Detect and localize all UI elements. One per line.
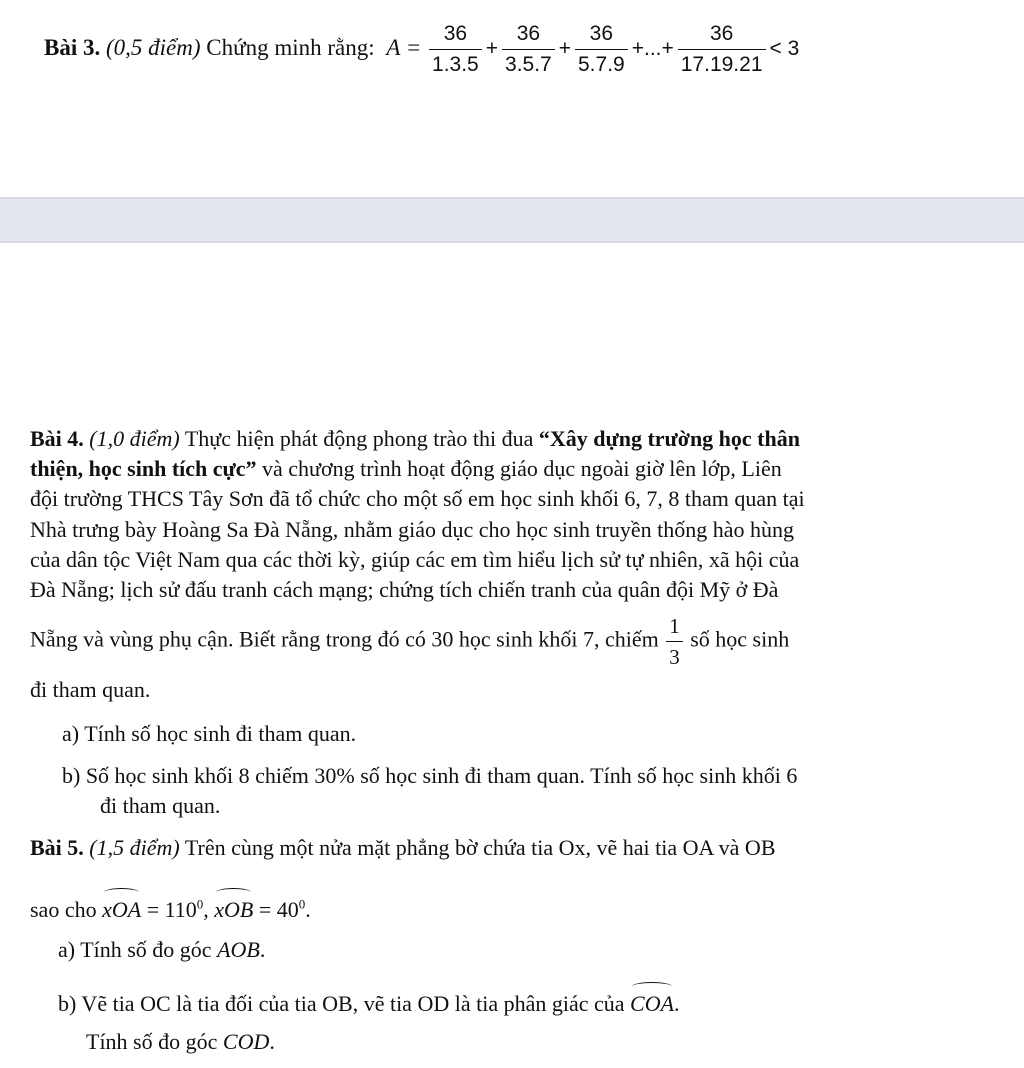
bai5-part-b-cont: Tính số đo góc COD.	[86, 1029, 275, 1054]
angle-aob: AOB	[217, 937, 260, 962]
bai4-line-5: của dân tộc Việt Nam qua các thời kỳ, giúp các em tìm hiểu lịch sử tự nhiên, xã hội của	[30, 547, 800, 572]
bai3-fraction-1: $\frac{36}{1.3.5}$	[429, 22, 482, 77]
bai5-label: Bài 5.	[30, 835, 84, 860]
bai3-line	[44, 22, 801, 77]
bai3-points: (0,5 điểm)	[105, 34, 201, 60]
bai4-points: (1,0 điểm)	[89, 426, 180, 451]
angle-xob: xOB	[214, 888, 253, 925]
bai5-part-b: b) Vẽ tia OC là tia đối của tia OB, vẽ tia OD là tia phân giác của COA.	[58, 982, 680, 1019]
plus-sign: +	[558, 36, 571, 60]
bai3-rhs: < 3	[769, 36, 800, 60]
angle-cod: COD	[222, 1029, 270, 1054]
bai3-text: Chứng minh rằng:	[206, 34, 375, 60]
page-separator	[0, 197, 1024, 243]
bai4-line-6: Đà Nẵng; lịch sử đấu tranh cách mạng; chứng tích chiến tranh của quân đội Mỹ ở Đà	[30, 577, 779, 602]
bai4-line-3: đội trường THCS Tây Sơn đã tổ chức cho một số em học sinh khối 6, 7, 8 tham quan tại	[30, 486, 805, 511]
ellipsis-sign: +...+	[631, 36, 674, 60]
bai3-fraction-4: $\frac{36}{17.19.21}$	[678, 22, 766, 77]
bai3-fraction-2: $\frac{36}{3.5.7}$	[502, 22, 555, 77]
bai5-line-2: sao cho xOA = $110^0$, xOB = $40^0$.	[30, 888, 311, 925]
bai4-part-a: a) Tính số học sinh đi tham quan.	[62, 721, 357, 746]
bai4-part-b: b) Số học sinh khối 8 chiếm 30% số học sinh đi tham quan. Tính số học sinh khối 6	[62, 763, 798, 788]
bai4-part-b-cont: đi tham quan.	[100, 793, 221, 818]
bai4-line-7: Nẵng và vùng phụ cận. Biết rằng trong đó có 30 học sinh khối 7, chiếm $\frac{1}{3}$ số học sinh	[30, 614, 790, 670]
angle-coa: COA	[630, 982, 674, 1019]
bai4-line-1: Bài 4. (1,0 điểm) Thực hiện phát động phong trào thi đua “Xây dựng trường học thân	[30, 426, 800, 451]
bai4-line-2: thiện, học sinh tích cực” và chương trình hoạt động giáo dục ngoài giờ lên lớp, Liên	[30, 456, 782, 481]
bai4-line-4: Nhà trưng bày Hoàng Sa Đà Nẵng, nhằm giáo dục cho học sinh truyền thống hào hùng	[30, 517, 795, 542]
bai5-part-a: a) Tính số đo góc AOB.	[58, 937, 266, 962]
bai3-label: Bài 3.	[44, 34, 101, 60]
bai3-lhs: A =	[386, 34, 422, 60]
angle-xoa: xOA	[102, 888, 141, 925]
plus-sign: +	[485, 36, 499, 60]
bai3-fraction-3: $\frac{36}{5.7.9}$	[575, 22, 628, 77]
bai5-line-1: Bài 5. (1,5 điểm) Trên cùng một nửa mặt phẳng bờ chứa tia Ox, vẽ hai tia OA và OB	[30, 835, 776, 860]
bai4-label: Bài 4.	[30, 426, 84, 451]
bai5-points: (1,5 điểm)	[89, 835, 180, 860]
bai4-line-8: đi tham quan.	[30, 677, 151, 702]
one-third-fraction: $\frac{1}{3}$	[666, 614, 683, 669]
